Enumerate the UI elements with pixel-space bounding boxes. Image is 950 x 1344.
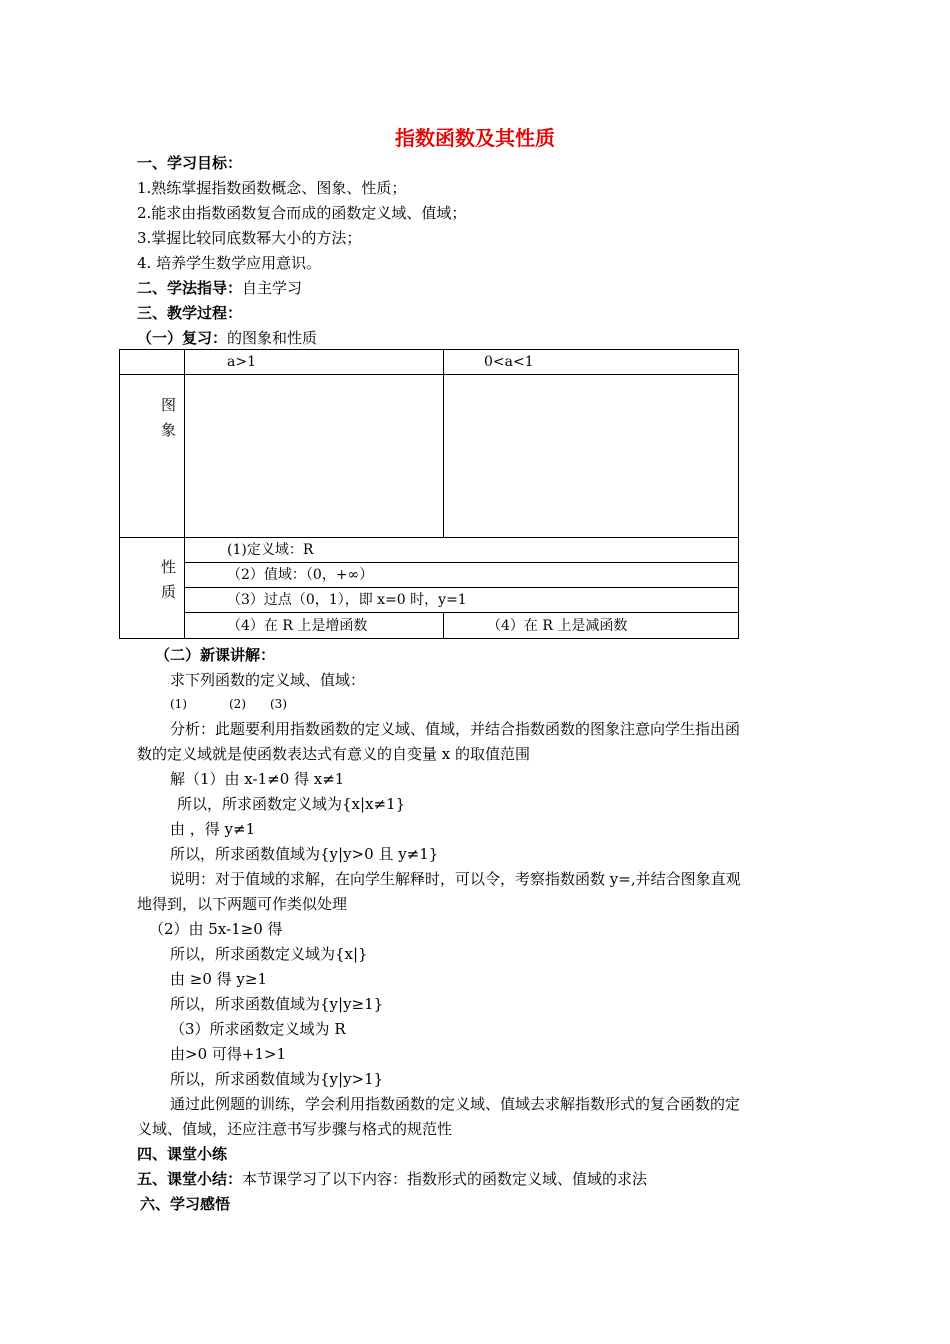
- table-header-a-gt-1: a>1: [227, 354, 256, 370]
- body-line: 所以，所求函数值域为{y|y>0 且 y≠1}: [170, 845, 439, 863]
- body-line: 所以，所求函数值域为{y|y≥1}: [170, 995, 384, 1013]
- body-line: 数的定义域就是使函数表达式有意义的自变量 x 的取值范围: [137, 745, 530, 763]
- body-line: 义域、值域，还应注意书写步骤与格式的规范性: [137, 1120, 453, 1138]
- body-line: 解（1）由 x-1≠0 得 x≠1: [170, 770, 345, 788]
- prop-domain: (1)定义域：R: [227, 542, 314, 558]
- body-line: 说明：对于值域的求解，在向学生解释时，可以令，考察指数函数 y=,并结合图象直观: [170, 870, 741, 888]
- prop-range: （2）值域：（0，+∞）: [227, 567, 374, 583]
- review-line: [137, 328, 317, 348]
- body-line: （2）由 5x-1≥0 得: [149, 920, 283, 938]
- body-line: 所以，所求函数定义域为{x|x≠1}: [177, 795, 406, 813]
- table-header-a-lt-1: 0<a<1: [484, 354, 534, 370]
- body-line: 由>0 可得+1>1: [170, 1045, 287, 1063]
- prop-fixed-point: （3）过点（0，1），即 x=0 时，y=1: [227, 592, 467, 608]
- graph-row-label: 象: [161, 421, 177, 439]
- question-number: (1): [170, 697, 187, 711]
- body-line: 所以，所求函数值域为{y|y>1}: [170, 1070, 384, 1088]
- graph-row-label: 图: [161, 396, 177, 414]
- section-heading-process: 三、教学过程：: [137, 304, 243, 322]
- body-line: 由 ，得 y≠1: [170, 820, 256, 838]
- objective-item: 2.能求由指数函数复合而成的函数定义域、值域；: [137, 204, 467, 222]
- prop-row-label: 质: [161, 583, 177, 601]
- body-line: 通过此例题的训练，学会利用指数函数的定义域、值域去求解指数形式的复合函数的定: [170, 1095, 741, 1113]
- section-heading-summary: 五、课堂小结：: [137, 1170, 243, 1188]
- body-line: 所以，所求函数定义域为{x|}: [170, 945, 368, 963]
- page-title: 指数函数及其性质: [395, 126, 555, 150]
- new-lesson-label: （二）新课讲解：: [155, 646, 276, 664]
- question-number: (2): [229, 697, 246, 711]
- body-line: （3）所求函数定义域为 R: [170, 1020, 346, 1038]
- section-summary: [137, 1169, 647, 1189]
- summary-text: 本节课学习了以下内容：指数形式的函数定义域、值域的求法: [242, 1170, 648, 1188]
- body-line: 由 ≥0 得 y≥1: [170, 970, 268, 988]
- question-number: (3): [270, 697, 287, 711]
- review-label: （一）复习：: [137, 329, 228, 347]
- prop-decreasing: （4）在 R 上是减函数: [487, 618, 628, 634]
- objective-item: 3.掌握比较同底数幂大小的方法；: [137, 229, 362, 247]
- body-line: 地得到，以下两题可作类似处理: [137, 895, 348, 913]
- prop-row-label: 性: [161, 558, 177, 576]
- objective-item: 4. 培养学生数学应用意识。: [137, 254, 322, 272]
- section-heading-objectives: 一、学习目标：: [137, 154, 243, 172]
- objective-item: 1.熟练掌握指数函数概念、图象、性质；: [137, 179, 407, 197]
- review-text: 的图象和性质: [227, 329, 318, 347]
- section-heading-practice: 四、课堂小练: [137, 1145, 228, 1163]
- section-heading-methods: 二、学法指导：: [137, 279, 243, 297]
- prop-increasing: （4）在 R 上是增函数: [227, 618, 368, 634]
- new-lesson-intro: 求下列函数的定义域、值域：: [170, 671, 366, 689]
- methods-text: 自主学习: [242, 279, 303, 297]
- body-line: 分析：此题要利用指数函数的定义域、值域，并结合指数函数的图象注意向学生指出函: [170, 720, 741, 738]
- section-methods: [137, 278, 302, 298]
- section-heading-reflection: 六、学习感悟: [140, 1195, 231, 1213]
